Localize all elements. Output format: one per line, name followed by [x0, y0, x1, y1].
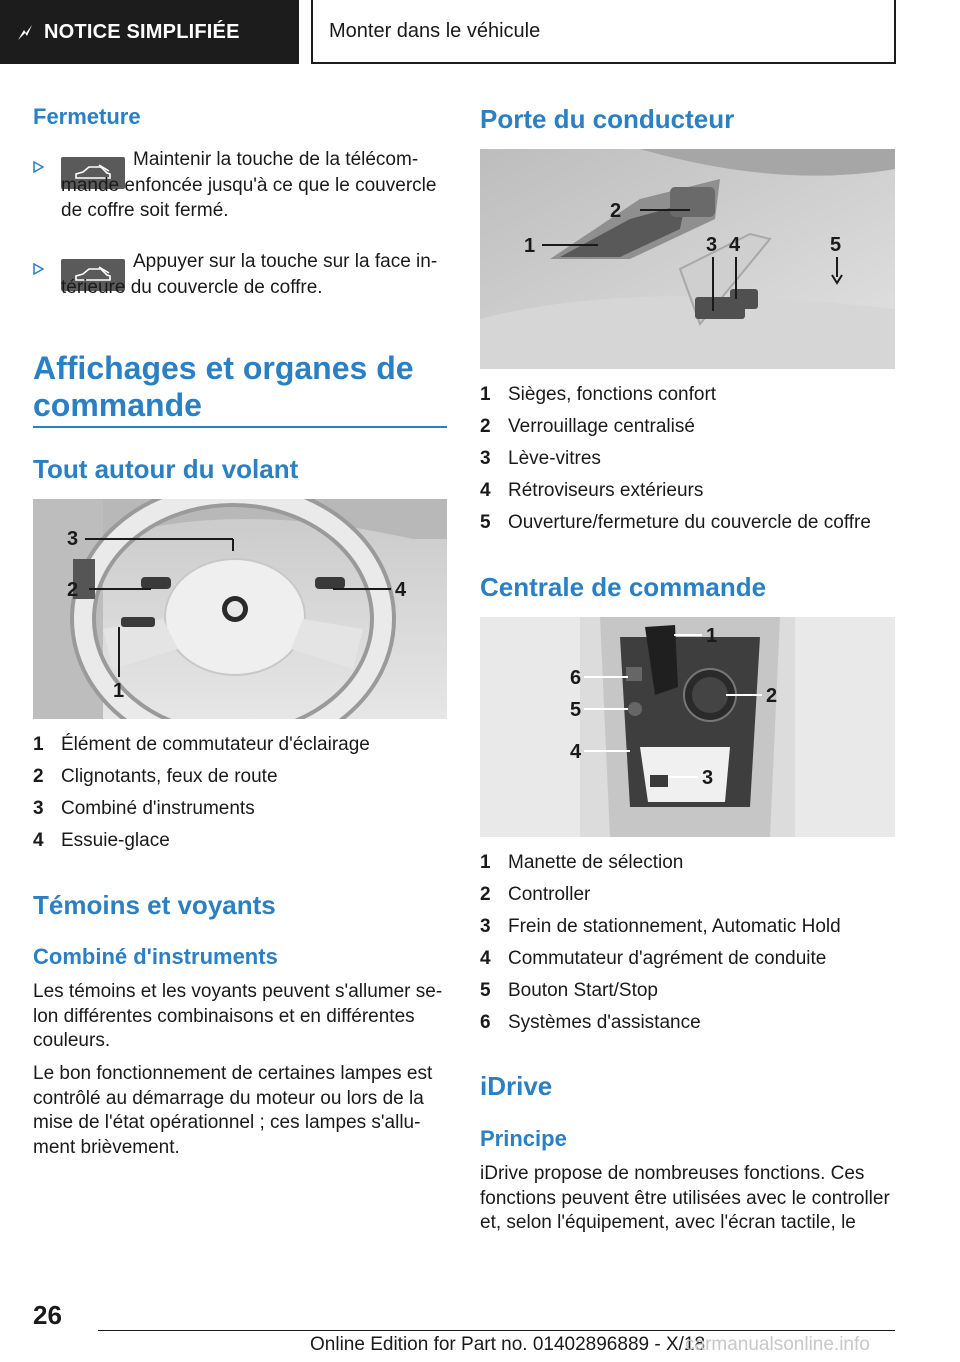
header-section-title	[311, 0, 896, 64]
temoins-heading: Témoins et voyants	[33, 890, 276, 920]
callout-1: 1	[524, 235, 536, 257]
principe-paragraph: iDrive propose de nombreuses fonctions. Ces fonctions peuvent être utilisées avec le controller et, selon l'équipement, avec l'écran tactile, le	[480, 1163, 890, 1233]
page-header	[0, 0, 960, 66]
fermeture-item-1	[33, 149, 447, 237]
callout-1: 1	[113, 680, 125, 702]
callout-4: 4	[729, 234, 741, 256]
steering-wheel-illustration	[33, 499, 447, 719]
callout-2: 2	[766, 685, 778, 707]
footer-divider	[98, 1330, 895, 1331]
callout-2: 2	[67, 579, 79, 601]
header-tab	[0, 0, 299, 64]
principe-heading: Principe	[480, 1126, 567, 1151]
callout-6: 6	[570, 667, 582, 689]
callout-5: 5	[830, 234, 842, 256]
callout-4: 4	[395, 579, 407, 601]
header-tab-label: NOTICE SIMPLIFIÉE	[44, 20, 240, 43]
callout-5: 5	[570, 699, 582, 721]
section-title: Monter dans le véhicule	[329, 19, 541, 42]
idrive-heading: iDrive	[480, 1071, 553, 1101]
fermeture-item-2-text: Appuyer sur la touche sur la face in‐térieure du couvercle de coffre.	[61, 251, 438, 298]
callout-3: 3	[706, 234, 718, 256]
footer-watermark: carmanualsonline.info	[685, 1334, 870, 1355]
fermeture-heading: Fermeture	[33, 104, 141, 129]
fermeture-item-2	[33, 251, 447, 315]
callout-3: 3	[67, 528, 79, 550]
page-number: 26	[33, 1300, 62, 1330]
driver-door-illustration	[480, 149, 895, 369]
porte-heading: Porte du conducteur	[480, 104, 735, 134]
combine-heading: Combiné d'instruments	[33, 944, 278, 969]
steering-wheel-photo	[33, 499, 447, 719]
combine-paragraph-1: Les témoins et les voyants peuvent s'allumer se‐lon différentes combinaisons et en différentes couleurs.	[33, 981, 443, 1051]
driver-door-photo	[480, 149, 895, 369]
bullet-triangle-icon	[33, 161, 44, 173]
footer-edition: Online Edition for Part no. 01402896889 - X/18	[310, 1334, 706, 1355]
callout-3: 3	[702, 767, 714, 789]
control-center-illustration	[480, 617, 895, 837]
flash-icon	[14, 22, 36, 44]
callout-1: 1	[706, 625, 718, 647]
volant-heading: Tout autour du volant	[33, 454, 299, 484]
centrale-heading: Centrale de commande	[480, 572, 767, 602]
callout-2: 2	[610, 200, 622, 222]
bullet-triangle-icon	[33, 263, 44, 275]
control-center-photo	[480, 617, 895, 837]
affichages-heading: Affichages et organes de commande	[33, 350, 414, 423]
combine-paragraph-2: Le bon fonctionnement de certaines lampes est contrôlé au démarrage du moteur ou lors de la mise de l'état opérationnel ; ces lampes s'allu‐ment brièvement.	[33, 1063, 433, 1158]
section-divider	[33, 426, 447, 428]
callout-4: 4	[570, 741, 582, 763]
fermeture-item-1-text: Maintenir la touche de la télécom‐mande enfoncée jusqu'à ce que le couvercle de coffre soit fermé.	[61, 149, 437, 221]
